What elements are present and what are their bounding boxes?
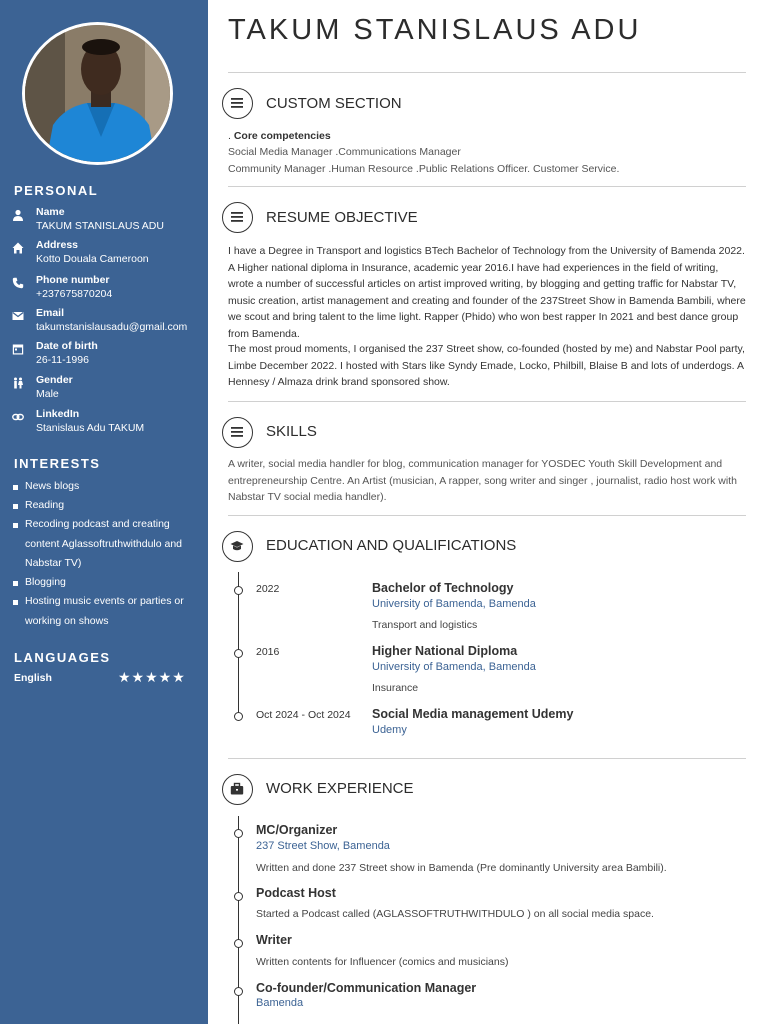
objective-paragraph-2: The most proud moments, I organised the 237 Street show, co-founded (hosted by me) and Nabstar Pool party, Limbe December 2022. I hosted with Stars like Syndy Emade, Locko, Philbill, Blaise B and lots of underdogs. A Hennesy / Almaza drink brand sponsored show. [228,343,745,388]
person-icon [12,208,24,220]
education-degree: Social Media management Udemy [372,707,574,721]
address-label: Address [36,239,79,251]
bullet-icon [13,504,18,509]
languages-heading: LANGUAGES [14,650,111,665]
job-role: MC/Organizer [256,823,338,837]
email-value[interactable]: takumstanislausadu@gmail.com [36,321,188,333]
interests-heading: INTERESTS [14,456,101,471]
phone-label: Phone number [36,274,110,286]
custom-section-title: CUSTOM SECTION [266,95,402,112]
job-role: Podcast Host [256,886,336,900]
name-label: Name [36,206,65,218]
job-description: Started a Podcast called (AGLASSOFTRUTHWITHDULO ) on all social media space. [256,908,654,920]
custom-line-2: Social Media Manager .Communications Manager [228,146,461,158]
timeline-dot [234,712,243,721]
list-icon [222,417,253,448]
timeline-dot [234,829,243,838]
bullet-icon [13,485,18,490]
job-description: Written contents for Influencer (comics and musicians) [256,956,509,968]
sidebar [0,0,208,1024]
divider [228,72,746,73]
mail-icon [12,309,24,321]
linkedin-value[interactable]: Stanislaus Adu TAKUM [36,422,145,434]
graduation-cap-icon [222,531,253,562]
dob-value: 26-11-1996 [36,354,89,366]
custom-line-1 [228,128,746,145]
interest-item: Recoding podcast and creating content Aglassoftruthwithdulo and Nabstar TV) [25,518,183,569]
profile-photo [22,22,173,165]
core-competencies-label: Core competencies [233,130,331,142]
linkedin-label: LinkedIn [36,408,80,420]
dob-label: Date of birth [36,340,98,352]
personal-heading: PERSONAL [14,183,99,198]
star-rating-icon: ★★★★★ [118,669,186,685]
interest-item: Blogging [25,576,66,588]
job-role: Writer [256,933,292,947]
briefcase-icon [222,774,253,805]
home-icon [12,241,24,253]
calendar-icon [12,342,24,354]
timeline-dot [234,939,243,948]
timeline-dot [234,586,243,595]
education-school-link[interactable]: Udemy [372,724,407,736]
skills-title: SKILLS [266,423,317,440]
divider [228,515,746,516]
timeline-dot [234,649,243,658]
education-detail: Transport and logistics [372,619,478,631]
list-icon [222,202,253,233]
interest-item: Hosting music events or parties or working on shows [25,595,184,627]
job-organization-link[interactable]: Bamenda [256,997,304,1009]
custom-prefix: . [228,130,234,142]
objective-title: RESUME OBJECTIVE [266,209,418,226]
link-icon [12,410,24,422]
custom-line-3: Community Manager .Human Resource .Public Relations Officer. Customer Service. [228,163,620,175]
interest-item: News blogs [25,480,80,492]
skills-text: A writer, social media handler for blog, communication manager for YOSDEC Youth Skill Development and entrepreneurship Centre. An Artist (musician, A rapper, song writer and singer , journalist, radio host work with Nabstar TV social media handler). [228,458,737,503]
phone-value: +237675870204 [36,288,113,300]
education-school-link[interactable]: University of Bamenda, Bamenda [372,598,536,610]
objective-paragraph-1: I have a Degree in Transport and logistics BTech Bachelor of Technology from the University of Bamenda 2022. A Higher national diploma in Insurance, academic year 2016.I have had experiences in the field of writing, wrote a number of successful articles on artist improved writing, by blogging and getting traffic for Nabstar TV, music creation, artist management and creating and founder of the 237Street Show in Bamenda Bambili, where we scout and bring talent to the lime light. Rapper (Phido) who won best rapper In 2021 and best dance group from Bamenda. [228,245,746,340]
divider [228,401,746,402]
education-degree: Higher National Diploma [372,644,518,658]
education-date: Oct 2024 - Oct 2024 [256,709,351,721]
language-name: English [14,672,52,684]
name-value: TAKUM STANISLAUS ADU [36,220,164,232]
divider [228,186,746,187]
email-label: Email [36,307,65,319]
job-role: Co-founder/Communication Manager [256,981,477,995]
timeline-dot [234,892,243,901]
phone-icon [12,276,24,288]
education-degree: Bachelor of Technology [372,581,514,595]
education-date: 2016 [256,646,280,658]
list-icon [222,88,253,119]
bullet-icon [13,600,18,605]
education-date: 2022 [256,583,280,595]
education-title: EDUCATION AND QUALIFICATIONS [266,537,517,554]
interest-item: Reading [25,499,65,511]
divider [228,758,746,759]
job-description: Written and done 237 Street show in Bamenda (Pre dominantly University area Bambili). [256,862,667,874]
gender-value: Male [36,388,59,400]
gender-icon [12,376,24,388]
address-value: Kotto Douala Cameroon [36,253,149,265]
education-detail: Insurance [372,682,419,694]
work-title: WORK EXPERIENCE [266,780,414,797]
candidate-name: TAKUM STANISLAUS ADU [228,14,642,46]
bullet-icon [13,523,18,528]
gender-label: Gender [36,374,73,386]
bullet-icon [13,581,18,586]
timeline-dot [234,987,243,996]
job-organization-link[interactable]: 237 Street Show, Bamenda [256,840,390,852]
education-school-link[interactable]: University of Bamenda, Bamenda [372,661,536,673]
